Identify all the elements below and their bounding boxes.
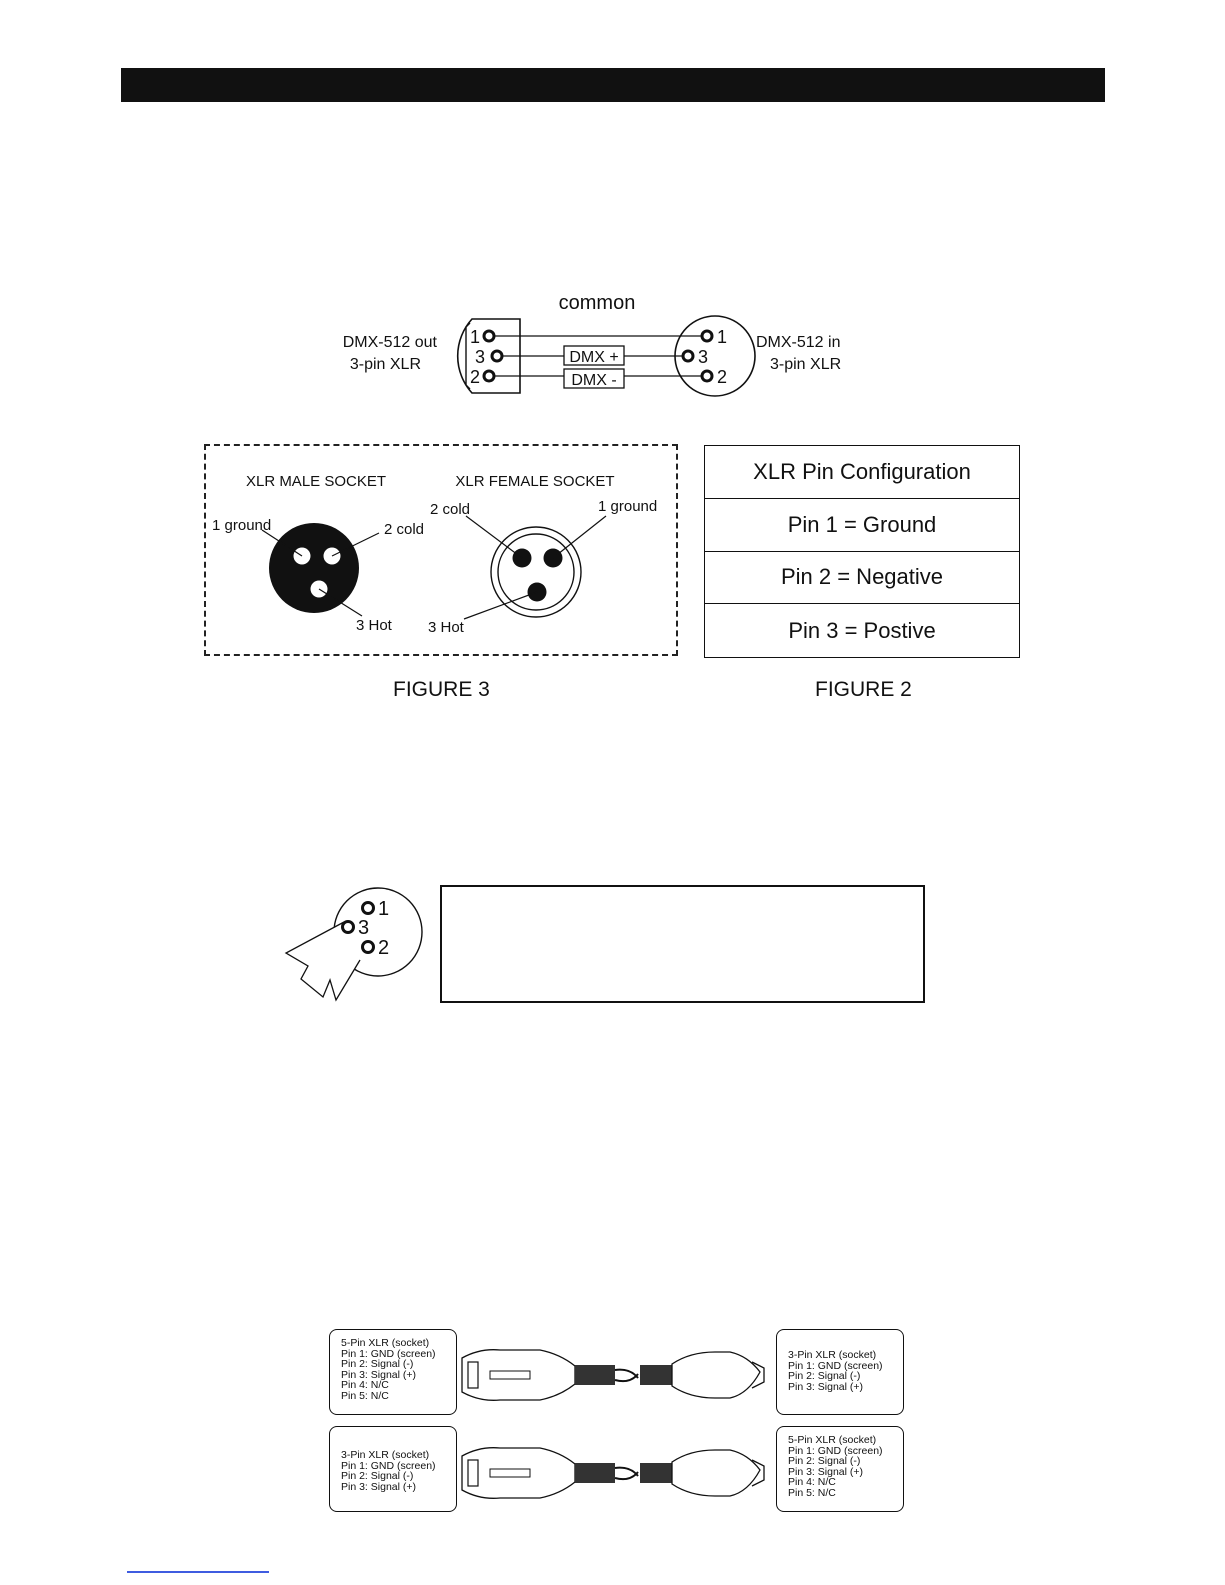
- male-cold-label: 2 cold: [384, 521, 425, 538]
- xlr-sockets-diagram: [204, 444, 678, 656]
- left-pin2-dot: [484, 371, 494, 381]
- callout-line: Pin 1: GND (screen): [341, 1347, 436, 1360]
- callout-line: 5-Pin XLR (socket): [341, 1337, 430, 1349]
- callout-line: Pin 3: Signal (+): [788, 1380, 863, 1393]
- callout-line: 3-Pin XLR (socket): [341, 1449, 430, 1461]
- callout-line: Pin 2: Signal (-): [341, 1470, 414, 1483]
- left-pin1-label: 1: [470, 327, 481, 347]
- left-pin1-dot: [484, 331, 494, 341]
- right-pin1-label: 1: [717, 327, 728, 347]
- female-socket-title: XLR FEMALE SOCKET: [455, 473, 615, 490]
- pin-config-table: [704, 445, 1020, 658]
- callout-5pin-bottom-right: [776, 1426, 904, 1512]
- header-bar: [121, 68, 1105, 102]
- pin-config-header: XLR Pin Configuration: [705, 446, 1019, 499]
- callout-line: 3-Pin XLR (socket): [788, 1349, 877, 1361]
- callout-line: 5-Pin XLR (socket): [788, 1434, 877, 1446]
- callout-line: Pin 3: Signal (+): [788, 1465, 863, 1478]
- callout-line: Pin 1: GND (screen): [788, 1359, 883, 1372]
- right-pin2-dot: [702, 371, 712, 381]
- pin-config-row: Pin 3 = Postive: [788, 617, 936, 643]
- dmx-minus-label: DMX -: [571, 372, 617, 389]
- terminator-connector-diagram: [278, 880, 428, 1015]
- out-label-line2: 3-pin XLR: [349, 356, 421, 373]
- terminator-pin2-label: 2: [378, 937, 390, 959]
- dmx-wiring-diagram: [320, 285, 880, 410]
- right-xlr-connector: [675, 316, 755, 396]
- callout-line: Pin 2: Signal (-): [788, 1370, 861, 1383]
- common-label: common: [558, 292, 636, 314]
- callout-line: Pin 1: GND (screen): [341, 1459, 436, 1472]
- right-pin2-label: 2: [717, 367, 728, 387]
- callout-line: Pin 2: Signal (-): [341, 1358, 414, 1371]
- callout-line: Pin 3: Signal (+): [341, 1480, 416, 1493]
- out-label-line1: DMX-512 out: [342, 334, 437, 351]
- footer-link-underline[interactable]: [127, 1571, 269, 1573]
- callout-line: Pin 1: GND (screen): [788, 1444, 883, 1457]
- adapter-cables-illustration: [460, 1328, 780, 1518]
- male-ground-label: 1 ground: [212, 517, 272, 534]
- terminator-pin2-dot: [363, 942, 374, 953]
- top-adapter-cable: [462, 1350, 764, 1401]
- in-label-line1: DMX-512 in: [756, 334, 841, 351]
- terminator-pin1-dot: [363, 903, 374, 914]
- left-pin2-label: 2: [470, 367, 481, 387]
- male-hot-label: 3 Hot: [356, 617, 392, 634]
- terminator-pin3-label: 3: [358, 917, 370, 939]
- dmx-plus-label: DMX +: [569, 349, 619, 366]
- female-socket: [464, 516, 606, 619]
- callout-line: Pin 2: Signal (-): [788, 1455, 861, 1468]
- figure-3-caption: FIGURE 3: [393, 678, 490, 701]
- callout-5pin-top-left: [329, 1329, 457, 1415]
- callout-line: Pin 3: Signal (+): [341, 1368, 416, 1381]
- female-hot-label: 3 Hot: [428, 619, 464, 636]
- terminator-pin1-label: 1: [378, 898, 390, 920]
- callout-line: Pin 5: N/C: [341, 1389, 389, 1402]
- left-pin3-label: 3: [475, 347, 486, 367]
- empty-text-box: [440, 885, 925, 1003]
- male-socket-title: XLR MALE SOCKET: [245, 473, 387, 490]
- in-label-line2: 3-pin XLR: [770, 356, 842, 373]
- male-socket: [262, 523, 379, 616]
- bottom-adapter-cable: [462, 1448, 764, 1499]
- right-pin3-dot: [683, 351, 693, 361]
- callout-line: Pin 5: N/C: [788, 1486, 836, 1499]
- female-cold-label: 2 cold: [430, 501, 471, 518]
- callout-3pin-bottom-left: [329, 1426, 457, 1512]
- pin-config-row: Pin 2 = Negative: [705, 552, 1019, 605]
- callout-line: Pin 4: N/C: [788, 1476, 836, 1489]
- left-pin3-dot: [492, 351, 502, 361]
- right-pin3-label: 3: [698, 347, 709, 367]
- right-pin1-dot: [702, 331, 712, 341]
- female-ground-label: 1 ground: [598, 498, 658, 515]
- figure-2-caption: FIGURE 2: [815, 678, 912, 701]
- callout-line: Pin 4: N/C: [341, 1379, 389, 1392]
- terminator-pin3-dot: [343, 922, 354, 933]
- callout-3pin-top-right: [776, 1329, 904, 1415]
- pin-config-row: Pin 1 = Ground: [705, 499, 1019, 552]
